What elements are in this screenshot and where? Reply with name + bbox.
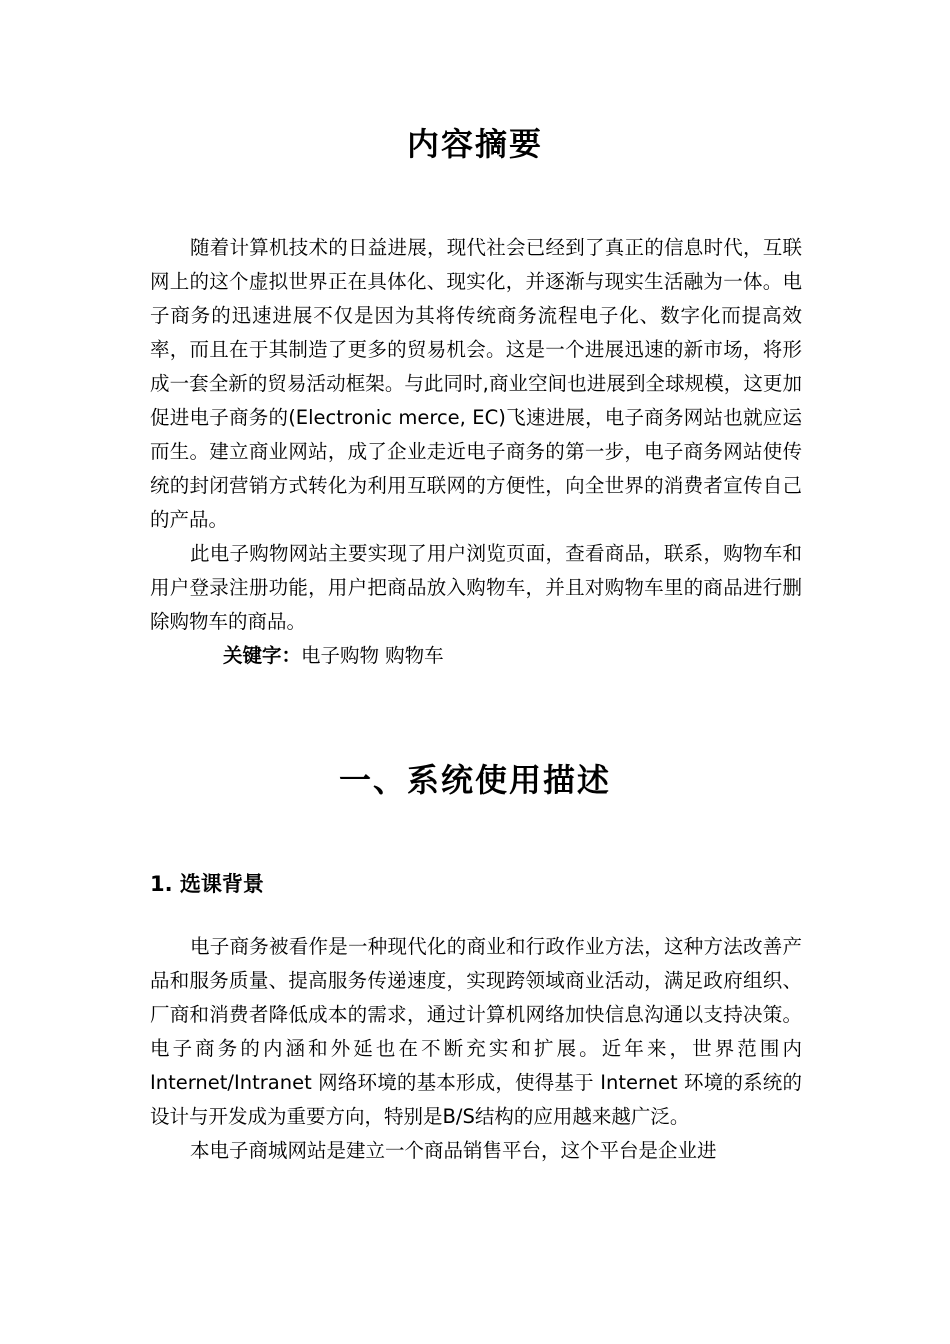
keywords-label: 关键字： xyxy=(222,644,301,667)
abstract-paragraph-1: 随着计算机技术的日益进展，现代社会已经到了真正的信息时代，互联网上的这个虚拟世界正在具体化、现实化，并逐渐与现实生活融为一体。电子商务的迅速进展不仅是因为其将传统商务流程电子化、数字化而提高效率，而且在于其制造了更多的贸易机会。这是一个进展迅速的新市场，将形成一套全新的贸易活动框架。与此同时,商业空间也进展到全球规模，这更加促进电子商务的(Electronic merce, EC)飞速进展，电子商务网站也就应运而生。建立商业网站，成了企业走近电子商务的第一步，电子商务网站使传统的封闭营销方式转化为利用互联网的方便性，向全世界的消费者宣传自己的产品。 xyxy=(150,236,802,531)
section-paragraph-1: 电子商务被看作是一种现代化的商业和行政作业方法，这种方法改善产品和服务质量、提高服务传递速度，实现跨领域商业活动，满足政府组织、厂商和消费者降低成本的需求，通过计算机网络加快信息沟通以支持决策。电子商务的内涵和外延也在不断充实和扩展。近年来，世界范围内 Internet/Intranet 网络环境的基本形成，使得基于 Internet 环境的系统的设计与开发成为重要方向，特别是B/S结构的应用越来越广泛。 xyxy=(150,935,802,1128)
keywords-line xyxy=(150,639,802,673)
keywords-value: 电子购物 购物车 xyxy=(300,644,444,667)
abstract-paragraph-2: 此电子购物网站主要实现了用户浏览页面，查看商品，联系，购物车和用户登录注册功能，用户把商品放入购物车，并且对购物车里的商品进行删除购物车的商品。 xyxy=(150,542,802,633)
abstract-title: 内容摘要 xyxy=(406,125,543,163)
section-heading: 1. 选课背景 xyxy=(150,872,264,896)
abstract-body xyxy=(150,231,802,673)
chapter-title: 一、系统使用描述 xyxy=(338,761,611,799)
section-body xyxy=(150,930,802,1168)
section-paragraph-2: 本电子商城网站是建立一个商品销售平台，这个平台是企业进 xyxy=(189,1139,717,1162)
